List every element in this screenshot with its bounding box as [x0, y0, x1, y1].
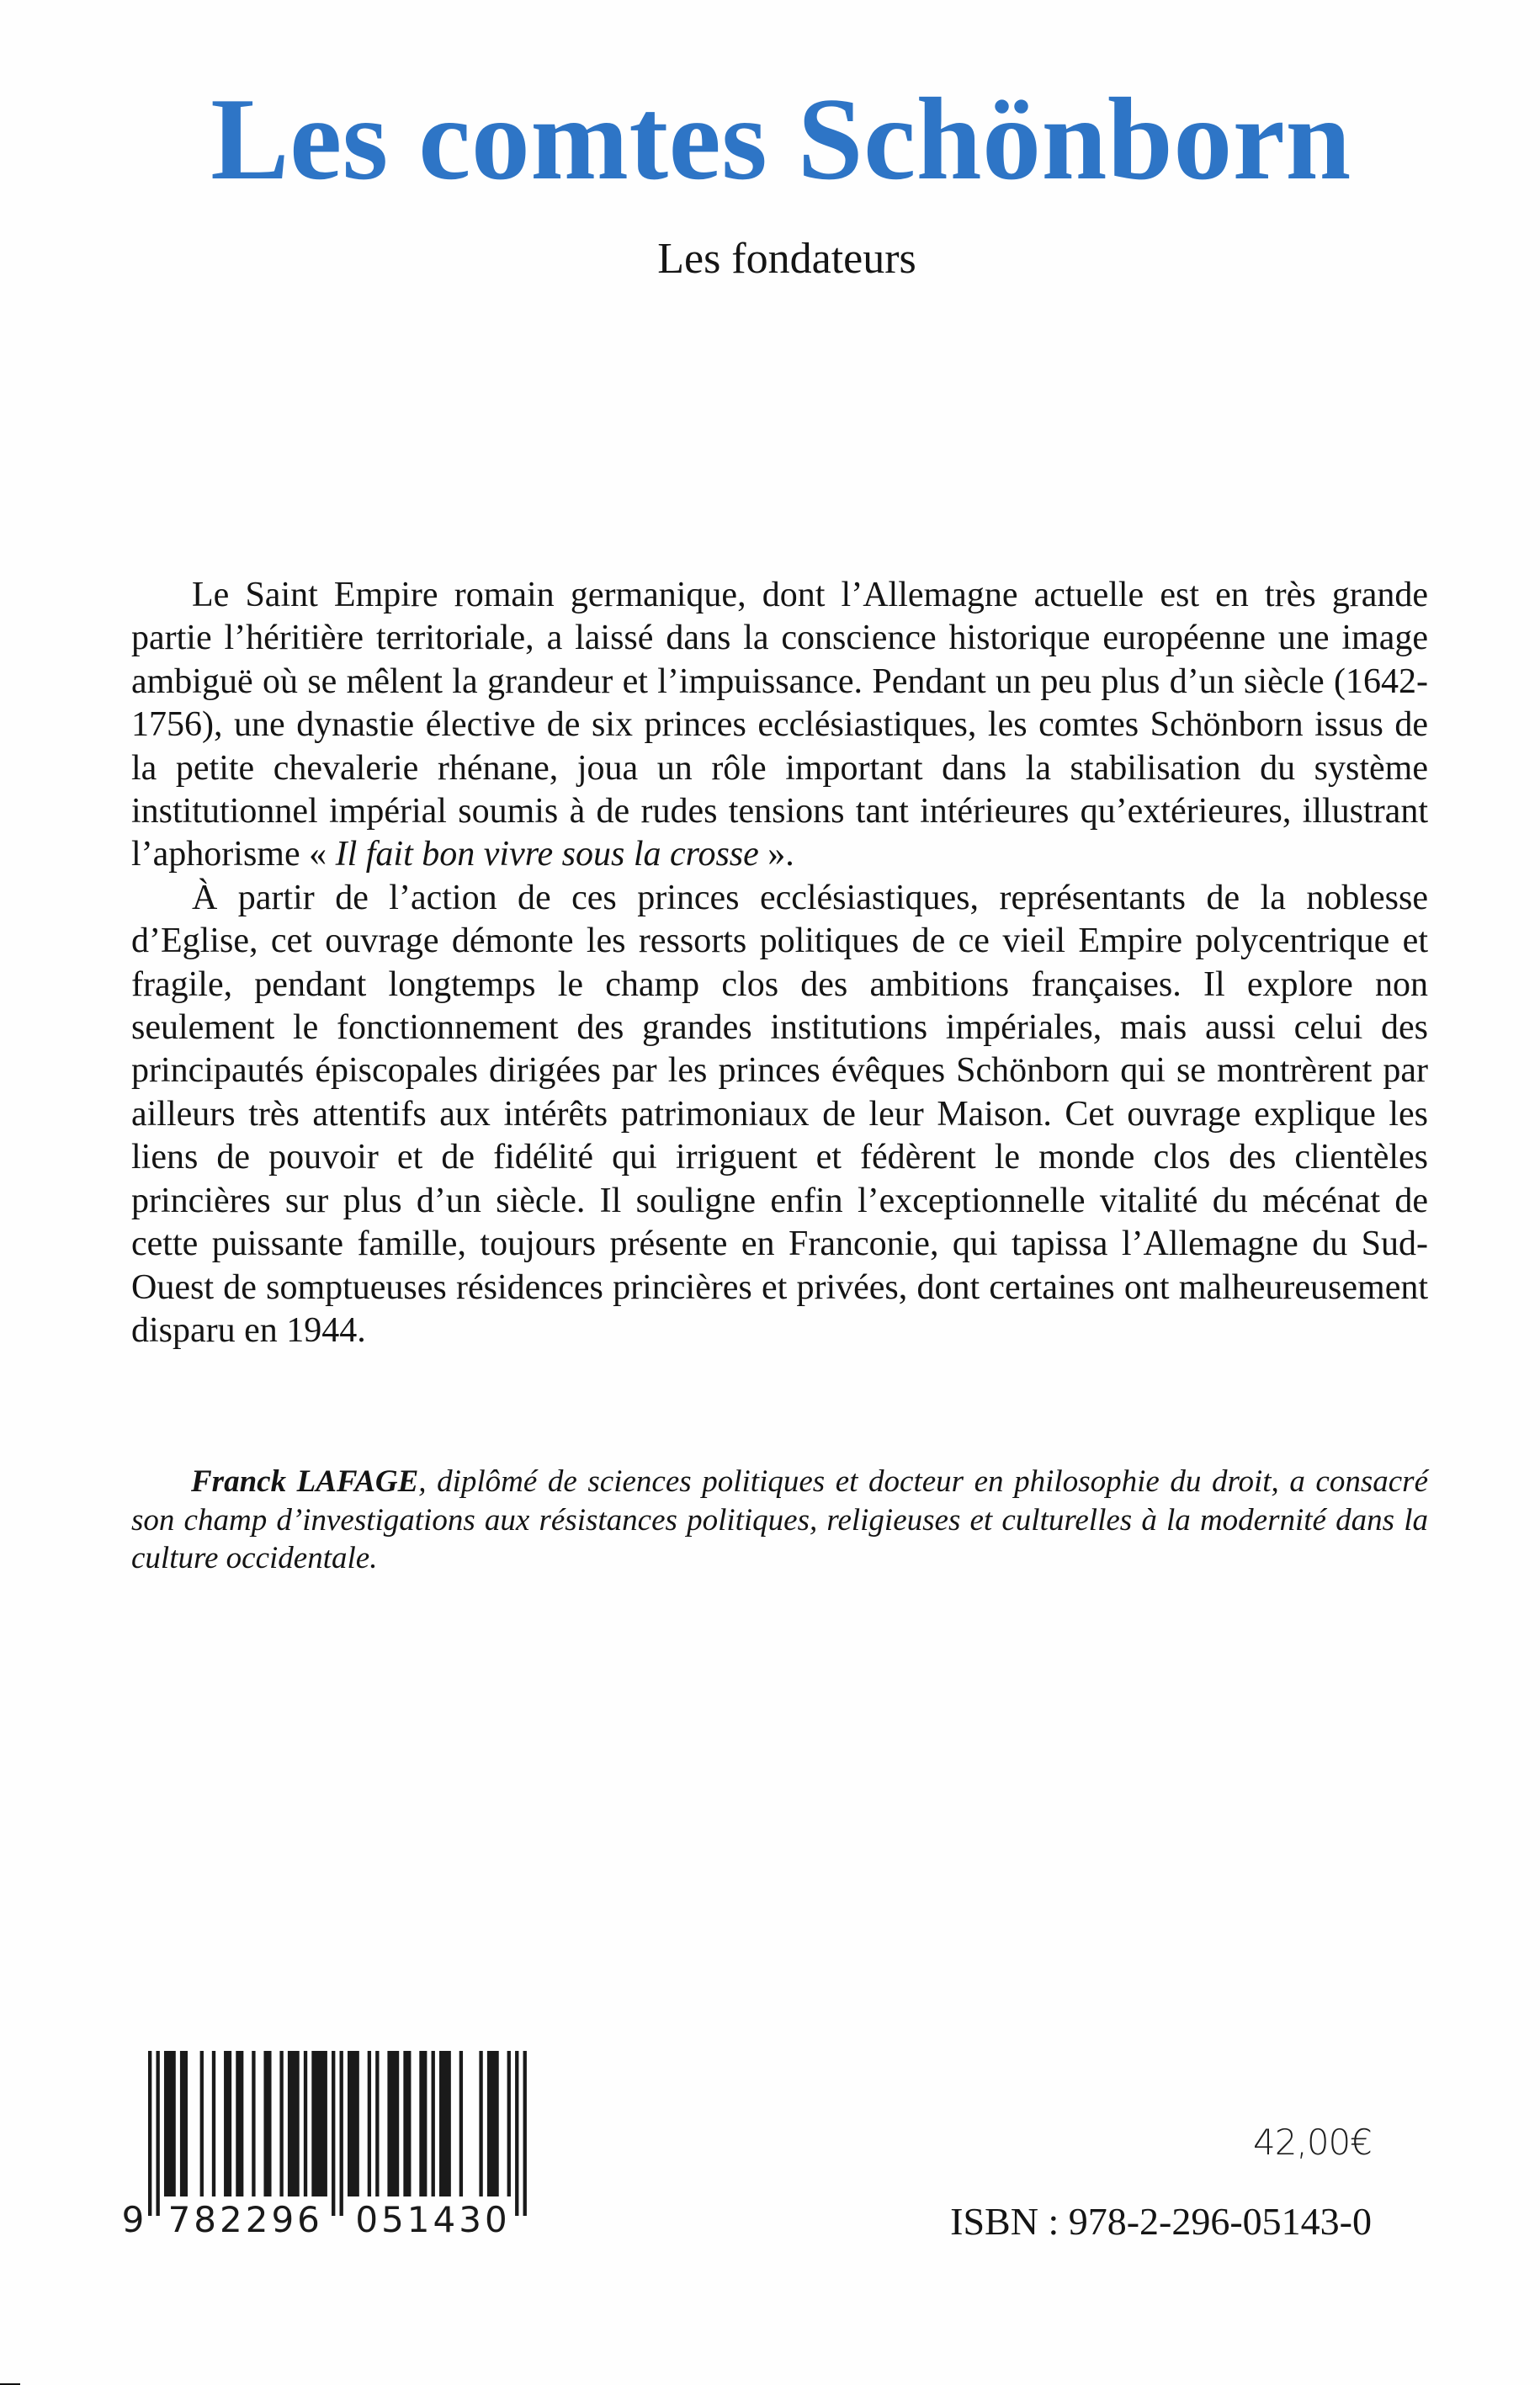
aphorism-quote: Il fait bon vivre sous la crosse	[335, 835, 759, 874]
isbn-barcode	[101, 2045, 539, 2247]
svg-text:782296: 782296	[167, 2199, 323, 2240]
blurb	[131, 574, 1428, 1352]
book-title: Les comtes Schönborn	[210, 74, 1351, 205]
blurb-paragraph-1	[131, 574, 1428, 877]
barcode-icon	[101, 2045, 539, 2247]
blurb-paragraph-1-text: Le Saint Empire romain germanique, dont l’Allemagne actuelle est en très grande partie l’héritière territoriale, a laissé dans la conscience historique européenne une image ambiguë où se mêlent la grandeur et l’impuissance. Pendant un peu plus d’un siècle (1642-1756), une dynastie élective de six princes ecclésiastiques, les comtes Schönborn issus de la petite chevalerie rhénane, joua un rôle important dans la stabilisation du système institutionnel impérial soumis à de rudes tensions tant intérieures qu’extérieures, illustrant l’aphorisme «	[131, 576, 1428, 874]
price: 42,00€	[1253, 2122, 1372, 2163]
author-name: Franck LAFAGE	[191, 1464, 419, 1499]
book-subtitle: Les fondateurs	[657, 235, 916, 283]
svg-text:051430: 051430	[355, 2199, 511, 2240]
svg-text:9: 9	[121, 2199, 148, 2240]
author-bio	[131, 1463, 1428, 1578]
blurb-paragraph-2: À partir de l’action de ces princes ecclésiastiques, représentants de la noblesse d’Eglise, cet ouvrage démonte les ressorts politiques de ce vieil Empire polycentrique et fragile, pendant longtemps le champ clos des ambitions françaises. Il explore non seulement le fonctionnement des grandes institutions impériales, mais aussi celui des principautés épiscopales dirigées par les princes évêques Schönborn qui se montrèrent par ailleurs très attentifs aux intérêts patrimoniaux de leur Maison. Cet ouvrage explique les liens de pouvoir et de fidélité qui irriguent et fédèrent le monde clos des clientèles princières sur plus d’un siècle. Il souligne enfin l’exceptionnelle vitalité du mécénat de cette puissante famille, toujours présente en Franconie, qui tapissa l’Allemagne du Sud-Ouest de somptueuses résidences princières et privées, dont certaines ont malheureusement disparu en 1944.	[131, 878, 1428, 1350]
isbn-number: ISBN : 978-2-296-05143-0	[950, 2200, 1372, 2243]
blurb-paragraph-1-end: ».	[758, 835, 794, 874]
author-bio-text: , diplômé de sciences politiques et docteur en philosophie du droit, a consacré son champ d’investigations aux résistances politiques, religieuses et culturelles à la modernité dans la culture occidentale.	[131, 1464, 1428, 1575]
